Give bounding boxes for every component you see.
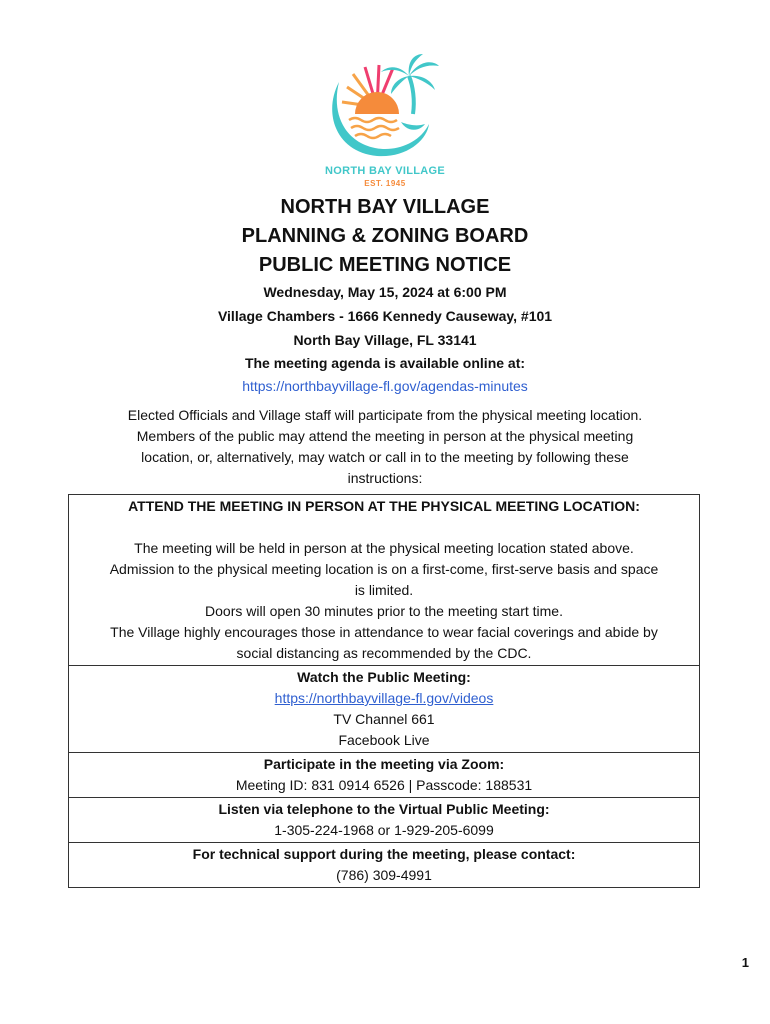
logo-name: NORTH BAY VILLAGE bbox=[324, 165, 445, 177]
page-number: 1 bbox=[741, 955, 749, 970]
videos-link[interactable]: https://northbayvillage-fl.gov/videos bbox=[274, 690, 494, 706]
agenda-link[interactable]: https://northbayvillage-fl.gov/agendas-minutes bbox=[242, 378, 528, 394]
logo-established: EST. 1945 bbox=[364, 179, 406, 188]
title-line-3: PUBLIC MEETING NOTICE bbox=[258, 254, 512, 276]
north-bay-village-logo bbox=[315, 52, 455, 194]
agenda-label: The meeting agenda is available online at: bbox=[244, 355, 526, 371]
watch-section bbox=[69, 665, 699, 752]
agenda-notice bbox=[0, 352, 770, 398]
meeting-city: North Bay Village, FL 33141 bbox=[293, 332, 477, 348]
in-person-line: is limited. bbox=[354, 582, 414, 598]
support-section bbox=[69, 842, 699, 887]
support-phone: (786) 309-4991 bbox=[336, 867, 432, 883]
meeting-info bbox=[0, 280, 770, 352]
phone-section bbox=[69, 797, 699, 842]
page-title bbox=[0, 193, 770, 280]
zoom-heading: Participate in the meeting via Zoom: bbox=[263, 756, 505, 772]
zoom-section bbox=[69, 752, 699, 797]
title-line-2: PLANNING & ZONING BOARD bbox=[241, 225, 529, 247]
meeting-datetime: Wednesday, May 15, 2024 at 6:00 PM bbox=[263, 284, 507, 300]
intro-line: instructions: bbox=[347, 470, 423, 486]
zoom-details: Meeting ID: 831 0914 6526 | Passcode: 188531 bbox=[235, 777, 533, 793]
in-person-line: The meeting will be held in person at the physical meeting location stated above. bbox=[134, 540, 634, 556]
intro-paragraph bbox=[80, 405, 690, 489]
phone-heading: Listen via telephone to the Virtual Public Meeting: bbox=[218, 801, 550, 817]
watch-heading: Watch the Public Meeting: bbox=[297, 669, 471, 685]
instructions-table bbox=[68, 494, 700, 888]
phone-numbers: 1-305-224-1968 or 1-929-205-6099 bbox=[274, 822, 494, 838]
support-heading: For technical support during the meeting, please contact: bbox=[192, 846, 576, 862]
tv-channel: TV Channel 661 bbox=[333, 711, 435, 727]
intro-line: Elected Officials and Village staff will participate from the physical meeting location. bbox=[127, 407, 643, 423]
in-person-line: The Village highly encourages those in attendance to wear facial coverings and abide by bbox=[110, 624, 658, 640]
facebook-live: Facebook Live bbox=[338, 732, 430, 748]
sunset-palm-icon bbox=[315, 52, 455, 164]
intro-line: location, or, alternatively, may watch or call in to the meeting by following these bbox=[141, 449, 629, 465]
in-person-line: Admission to the physical meeting location is on a first-come, first-serve basis and space bbox=[109, 561, 659, 577]
in-person-section bbox=[69, 495, 699, 665]
meeting-location: Village Chambers - 1666 Kennedy Causeway, #101 bbox=[217, 308, 553, 324]
in-person-line: Doors will open 30 minutes prior to the meeting start time. bbox=[205, 603, 563, 619]
title-line-1: NORTH BAY VILLAGE bbox=[280, 196, 490, 218]
in-person-heading: ATTEND THE MEETING IN PERSON AT THE PHYSICAL MEETING LOCATION: bbox=[128, 498, 640, 514]
in-person-line: social distancing as recommended by the CDC. bbox=[236, 645, 532, 661]
intro-line: Members of the public may attend the meeting in person at the physical meeting bbox=[136, 428, 634, 444]
